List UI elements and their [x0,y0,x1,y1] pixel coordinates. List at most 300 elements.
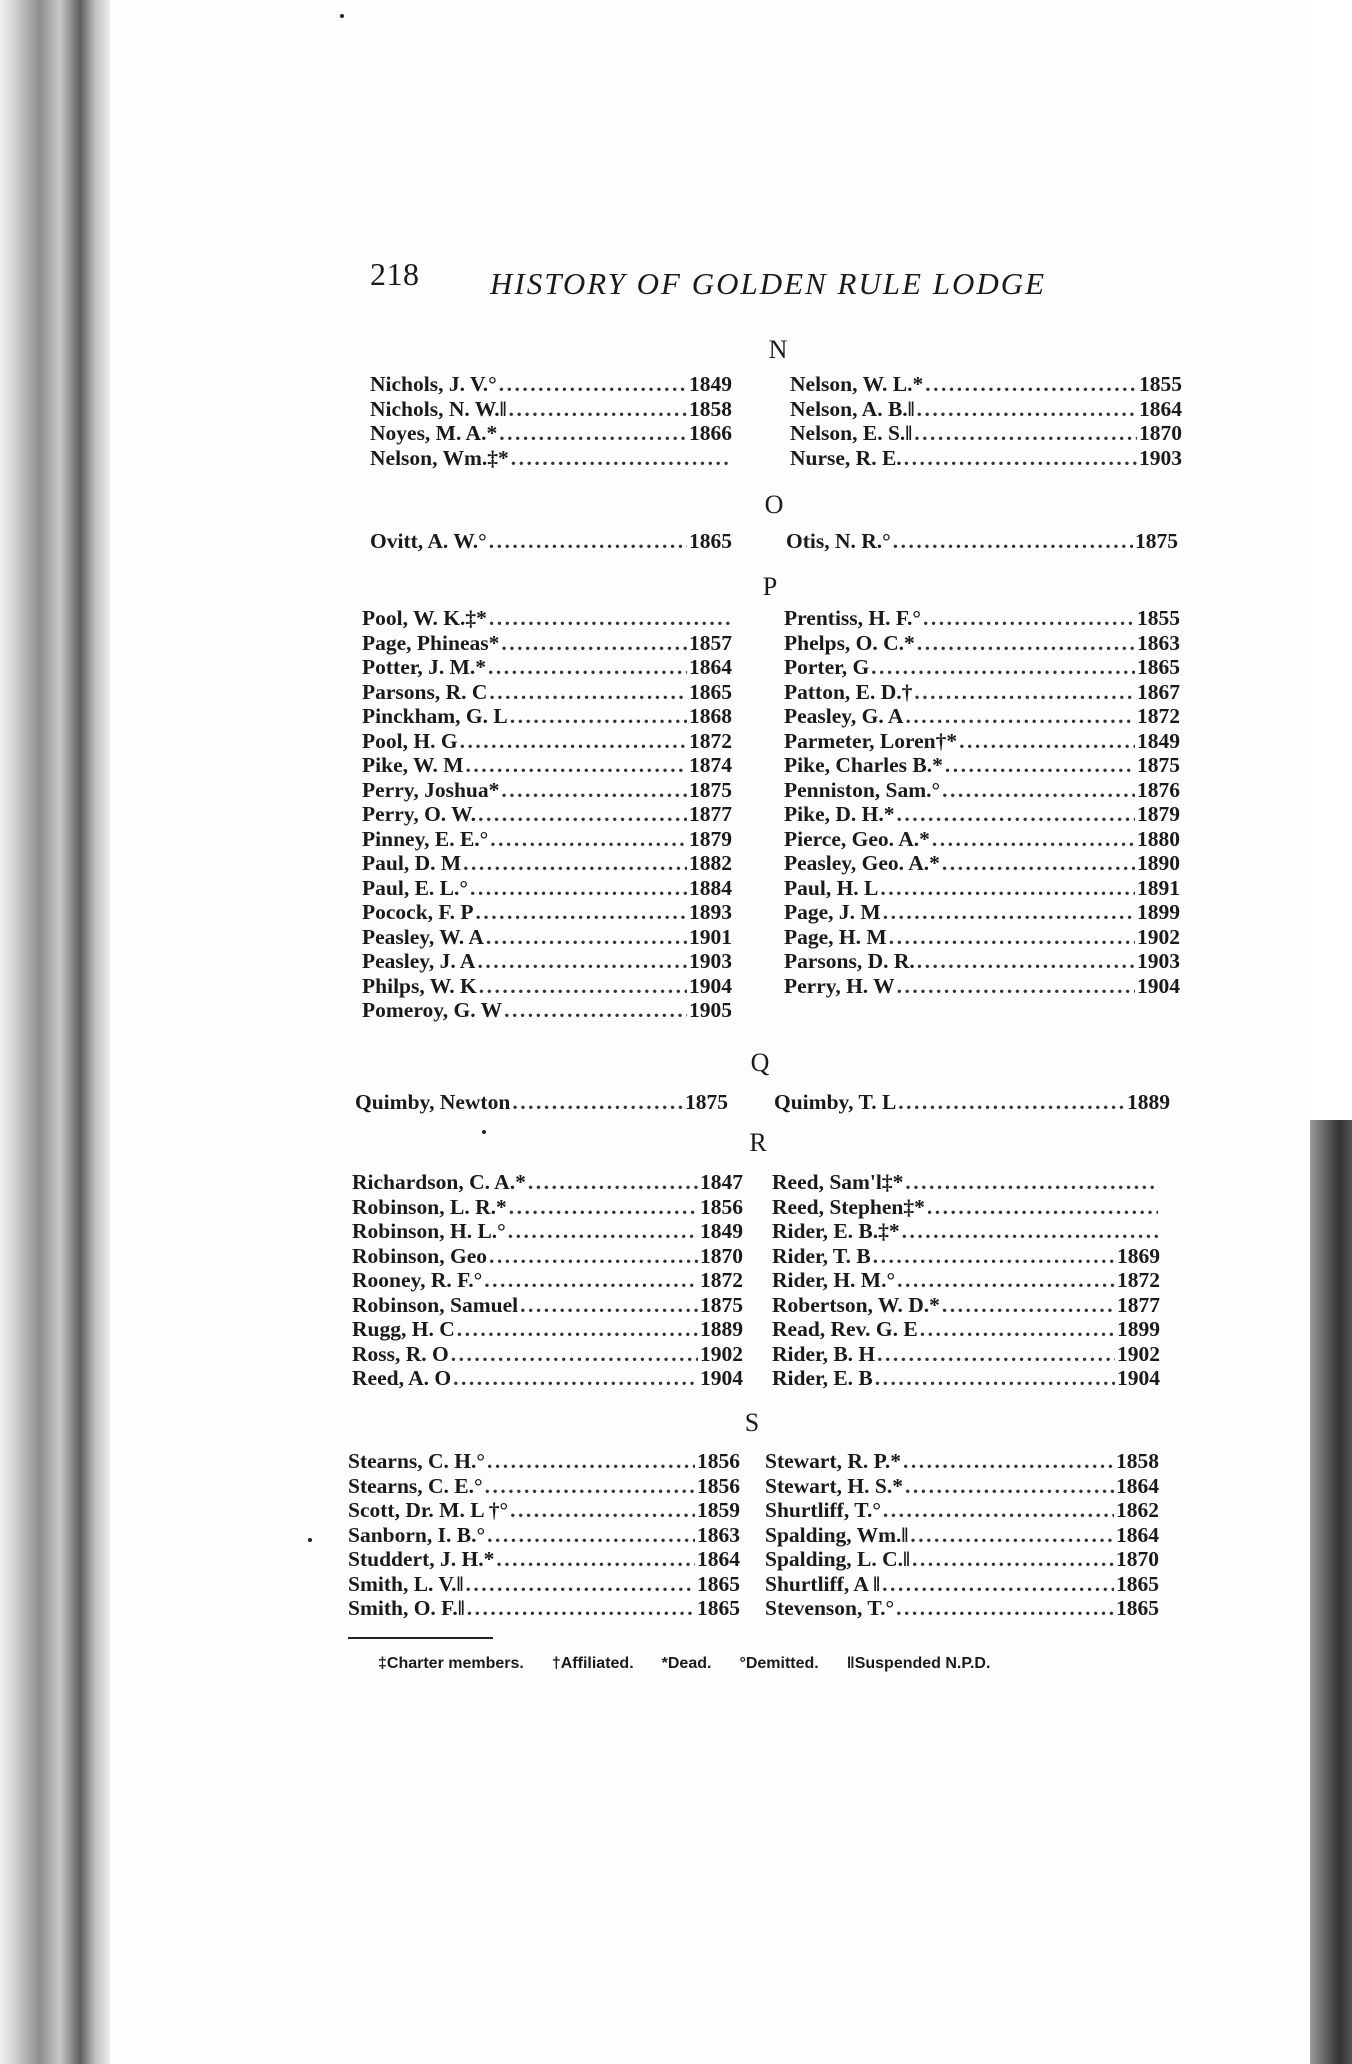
member-entry [784,631,1180,656]
dot-leader [484,1268,698,1293]
member-name: Pierce, Geo. A.* [784,826,930,851]
member-name: Quimby, T. L [774,1090,897,1114]
member-entry [772,1170,1160,1195]
dot-leader [460,729,687,754]
member-entry [370,446,732,471]
member-name: Nichols, J. V.° [370,372,497,396]
member-year: 1864 [1116,1473,1159,1498]
dot-leader [945,753,1135,778]
footnote-legend [378,1655,1018,1673]
dot-leader [896,802,1135,827]
roster-column-left [362,606,732,1023]
dot-leader [903,1449,1114,1474]
member-entry [352,1317,743,1342]
dot-leader [882,1572,1114,1597]
member-entry [772,1219,1160,1244]
page-edge-shadow [1310,1120,1352,2064]
member-year: 1875 [700,1292,743,1317]
member-name: Stewart, R. P.* [765,1449,901,1473]
member-name: Pomeroy, G. W [362,998,503,1022]
member-entry [772,1268,1160,1293]
member-name: Pike, D. H.* [784,802,895,826]
member-entry [370,397,732,422]
member-name: Robertson, W. D.* [772,1292,940,1317]
member-entry [352,1268,743,1293]
dot-leader [914,680,1135,705]
member-entry [765,1596,1159,1621]
dot-leader [883,900,1135,925]
dot-leader [896,1596,1114,1621]
dot-leader [898,1090,1125,1115]
footnote-rule [348,1637,493,1639]
member-entry [765,1474,1159,1499]
roster-column-left [370,372,732,470]
member-entry [784,925,1180,950]
roster-column-right [772,1170,1160,1391]
dot-leader [932,827,1135,852]
member-entry [352,1342,743,1367]
dot-leader [871,655,1135,680]
member-year: 1856 [697,1449,740,1473]
member-name: Rider, E. B.‡* [772,1219,900,1243]
dot-leader [487,1523,695,1548]
dot-leader [501,631,687,656]
section-letter: Q [750,1048,770,1077]
roster-column-left [370,529,732,554]
roster-column-left [348,1449,740,1621]
member-name: Nichols, N. W.‖ [370,396,507,421]
section-letter: O [764,490,784,519]
dot-leader [925,372,1137,397]
dot-leader [942,1293,1115,1318]
member-year: 1893 [689,900,732,924]
dot-leader [479,974,687,999]
member-year: 1905 [689,998,732,1022]
member-year: 1889 [1127,1090,1170,1114]
member-entry [784,827,1180,852]
dot-leader [510,704,687,729]
member-name: Perry, Joshua* [362,777,500,802]
dot-leader [509,1195,698,1220]
dot-leader [910,1523,1114,1548]
member-entry [790,372,1182,397]
member-year: 1904 [1137,973,1180,998]
member-year: 1870 [1139,421,1182,445]
member-entry [362,631,732,656]
member-name: Pike, W. M [362,753,464,777]
member-year: 1872 [1137,704,1180,728]
member-year: 1879 [1137,802,1180,826]
member-year: 1856 [700,1194,743,1219]
member-entry [348,1474,740,1499]
dot-leader [508,1219,698,1244]
dot-leader [463,851,687,876]
member-name: Peasley, J. A [362,949,476,973]
member-year: 1891 [1137,875,1180,900]
dot-leader [920,1317,1115,1342]
member-name: Parsons, R. C [362,679,488,704]
member-name: Pocock, F. P [362,900,474,924]
member-year: 1875 [685,1090,728,1114]
dot-leader [905,704,1135,729]
dot-leader [490,827,687,852]
member-entry [784,802,1180,827]
member-year: 1858 [689,396,732,421]
member-name: Phelps, O. C.* [784,630,915,655]
member-year: 1870 [1116,1547,1159,1571]
member-name: Pinckham, G. L [362,704,508,728]
roster-column-left [355,1090,728,1115]
member-entry [784,606,1180,631]
section-letter: P [762,572,778,601]
member-entry [774,1090,1170,1115]
member-name: Read, Rev. G. E [772,1317,918,1341]
member-name: Rider, B. H [772,1341,876,1366]
dot-leader [904,446,1137,471]
member-name: Quimby, Newton [355,1090,511,1114]
member-entry [362,704,732,729]
dot-leader [942,851,1135,876]
dot-leader [912,1547,1114,1572]
member-entry [784,900,1180,925]
member-name: Pike, Charles B.* [784,753,943,777]
member-year: 1889 [700,1317,743,1341]
member-entry [348,1547,740,1572]
member-year: 1882 [689,851,732,875]
member-entry [362,998,732,1023]
member-name: Patton, E. D.† [784,679,913,704]
member-year: 1857 [689,630,732,655]
member-year: 1855 [1139,372,1182,396]
dot-leader [528,1170,698,1195]
member-name: Nelson, W. L.* [790,372,924,396]
member-entry [362,680,732,705]
dot-leader [917,631,1135,656]
member-year: 1903 [689,949,732,973]
dot-leader [487,1449,695,1474]
member-year: 1865 [689,529,732,553]
member-entry [765,1547,1159,1572]
dot-leader [889,925,1135,950]
footnote-item: °Demitted. [739,1655,819,1672]
dot-leader [504,998,687,1023]
section-letter: N [768,335,788,364]
member-entry [348,1449,740,1474]
member-entry [765,1523,1159,1548]
member-entry [352,1293,743,1318]
dot-leader [488,655,687,680]
member-name: Stewart, H. S.* [765,1473,903,1498]
member-entry [348,1523,740,1548]
member-year: 1877 [1117,1292,1160,1317]
member-entry [772,1293,1160,1318]
member-entry [362,729,732,754]
member-name: Pool, H. G [362,728,458,753]
dot-leader [475,900,687,925]
member-year: 1872 [700,1268,743,1292]
member-name: Reed, Stephen‡* [772,1194,925,1219]
member-year: 1872 [1117,1268,1160,1292]
member-name: Smith, L. V.‖ [348,1571,464,1596]
dot-leader [489,680,687,705]
member-entry [784,680,1180,705]
member-year: 1849 [689,372,732,396]
member-name: Nelson, A. B.‖ [790,396,915,421]
member-entry [362,974,732,999]
dot-leader [902,1219,1158,1244]
dot-leader [905,1474,1114,1499]
member-name: Paul, D. M [362,851,462,875]
dot-leader [489,529,687,554]
roster-column-right [790,372,1182,470]
member-year: 1858 [1116,1449,1159,1473]
member-entry [362,802,732,827]
member-year: 1867 [1137,679,1180,704]
dot-leader [875,1366,1115,1391]
member-year: 1847 [700,1170,743,1194]
section-letter: R [749,1128,767,1157]
member-year: 1876 [1137,777,1180,802]
member-name: Robinson, Geo [352,1243,488,1268]
member-entry [772,1244,1160,1269]
member-entry [784,753,1180,778]
member-entry [362,925,732,950]
member-entry [772,1195,1160,1220]
member-year: 1865 [1116,1571,1159,1596]
member-entry [786,529,1178,554]
member-entry [352,1219,743,1244]
member-year: 1902 [700,1341,743,1366]
member-name: Scott, Dr. M. L †° [348,1498,509,1522]
dot-leader [923,606,1135,631]
member-name: Penniston, Sam.° [784,777,941,802]
book-binding-edge [0,0,110,2064]
member-year: 1863 [697,1522,740,1547]
book-page [110,0,1310,2064]
member-entry [784,974,1180,999]
member-name: Rider, H. M.° [772,1268,896,1292]
member-year: 1865 [689,679,732,704]
dot-leader [897,1268,1115,1293]
member-year: 1877 [689,802,732,826]
member-name: Shurtliff, T.° [765,1498,881,1522]
member-entry [790,421,1182,446]
member-entry [362,753,732,778]
member-year: 1899 [1117,1317,1160,1341]
member-year: 1866 [689,421,732,445]
member-name: Stearns, C. E.° [348,1473,483,1498]
member-year: 1903 [1139,445,1182,470]
running-head: HISTORY OF GOLDEN RULE LODGE [490,266,1047,301]
member-entry [348,1596,740,1621]
member-name: Parsons, D. R. [784,949,915,973]
member-year: 1856 [697,1473,740,1498]
dot-leader [485,1474,695,1499]
dot-leader [489,606,730,631]
dot-leader [897,974,1135,999]
member-year: 1904 [700,1366,743,1390]
member-entry [772,1342,1160,1367]
dot-leader [486,925,687,950]
member-year: 1875 [1137,753,1180,777]
member-year: 1849 [700,1219,743,1243]
member-entry [362,655,732,680]
member-year: 1864 [697,1547,740,1571]
member-name: Porter, G [784,655,870,679]
roster-column-right [774,1090,1170,1115]
dot-leader [478,802,687,827]
member-name: Pinney, E. E.° [362,826,489,851]
member-entry [362,606,732,631]
member-year: 1870 [700,1243,743,1268]
member-name: Noyes, M. A.* [370,421,498,445]
member-year: 1865 [697,1571,740,1596]
member-name: Nelson, E. S.‖ [790,421,913,445]
dot-leader [510,1498,695,1523]
member-entry [784,704,1180,729]
member-year: 1865 [1116,1596,1159,1620]
footnote-item: ‖Suspended N.P.D. [846,1655,991,1672]
member-year: 1865 [697,1596,740,1620]
member-entry [784,655,1180,680]
member-name: Ross, R. O [352,1341,449,1366]
dot-leader [457,1317,698,1342]
member-year: 1864 [1116,1522,1159,1547]
member-name: Page, J. M [784,900,881,924]
member-entry [362,876,732,901]
member-year: 1899 [1137,900,1180,924]
member-year: 1869 [1117,1243,1160,1268]
footnote-item: †Affiliated. [551,1655,634,1672]
member-year: 1904 [1117,1366,1160,1390]
member-entry [362,949,732,974]
member-entry [352,1195,743,1220]
member-year: 1880 [1137,826,1180,851]
dot-leader [477,949,687,974]
member-name: Rider, E. B [772,1366,873,1390]
member-entry [790,397,1182,422]
dot-leader [511,446,730,471]
dot-leader [501,778,687,803]
member-entry [348,1572,740,1597]
member-name: Prentiss, H. F.° [784,606,922,630]
dot-leader [453,1366,698,1391]
page-speck [482,1130,486,1134]
member-name: Stevenson, T.° [765,1596,895,1620]
member-name: Robinson, Samuel [352,1292,519,1317]
member-name: Rugg, H. C [352,1317,455,1341]
dot-leader [499,372,687,397]
member-name: Robinson, H. L.° [352,1219,506,1243]
member-name: Rooney, R. F.° [352,1268,483,1292]
footnote-item: *Dead. [661,1655,712,1672]
page-speck [308,1538,312,1542]
roster-column-right [784,606,1180,998]
member-year: 1884 [689,875,732,900]
member-entry [362,827,732,852]
member-name: Richardson, C. A.* [352,1170,526,1194]
member-name: Otis, N. R.° [786,529,891,553]
member-entry [765,1572,1159,1597]
member-name: Reed, Sam'l‡* [772,1170,904,1194]
member-name: Studdert, J. H.* [348,1547,495,1571]
member-name: Smith, O. F.‖ [348,1596,465,1620]
member-name: Rider, T. B [772,1243,871,1268]
member-name: Paul, E. L.° [362,875,468,900]
member-entry [370,372,732,397]
dot-leader [466,1572,695,1597]
page-speck [340,14,344,18]
member-name: Parmeter, Loren†* [784,728,958,753]
member-name: Page, H. M [784,924,887,949]
dot-leader [451,1342,698,1367]
member-name: Sanborn, I. B.° [348,1522,486,1547]
roster-column-left [352,1170,743,1391]
dot-leader [496,1547,695,1572]
member-name: Spalding, L. C.‖ [765,1547,910,1571]
member-name: Ovitt, A. W.° [370,529,487,553]
dot-leader [512,1090,683,1115]
member-name: Page, Phineas* [362,630,500,655]
member-year: 1902 [1137,924,1180,949]
member-entry [362,900,732,925]
member-name: Perry, O. W. [362,802,477,826]
member-name: Nurse, R. E. [790,445,902,470]
member-name: Nelson, Wm.‡* [370,445,509,470]
member-entry [348,1498,740,1523]
dot-leader [883,1498,1114,1523]
member-year: 1864 [1139,396,1182,421]
member-name: Peasley, G. A [784,704,904,728]
member-name: Pool, W. K.‡* [362,606,487,630]
member-year: 1875 [689,777,732,802]
dot-leader [942,778,1135,803]
member-name: Peasley, Geo. A.* [784,851,940,875]
member-year: 1868 [689,704,732,728]
member-year: 1890 [1137,851,1180,875]
member-year: 1872 [689,728,732,753]
member-entry [362,778,732,803]
member-year: 1903 [1137,949,1180,973]
member-name: Philps, W. K [362,973,477,998]
member-year: 1864 [689,655,732,679]
member-year: 1849 [1137,728,1180,753]
roster-column-right [765,1449,1159,1621]
dot-leader [466,753,687,778]
member-entry [784,851,1180,876]
member-year: 1875 [1135,529,1178,553]
member-year: 1865 [1137,655,1180,679]
member-entry [765,1449,1159,1474]
member-entry [784,949,1180,974]
footnote-item: ‡Charter members. [378,1655,524,1672]
member-name: Perry, H. W [784,973,895,998]
dot-leader [927,1195,1158,1220]
member-year: 1902 [1117,1341,1160,1366]
member-name: Shurtliff, A ‖ [765,1571,881,1596]
member-name: Stearns, C. H.° [348,1449,485,1473]
member-entry [784,778,1180,803]
dot-leader [893,529,1133,554]
member-entry [370,529,732,554]
section-letter: S [744,1408,760,1437]
member-entry [772,1317,1160,1342]
dot-leader [917,949,1135,974]
member-entry [790,446,1182,471]
roster-column-right [786,529,1178,554]
member-entry [784,729,1180,754]
member-entry [352,1366,743,1391]
